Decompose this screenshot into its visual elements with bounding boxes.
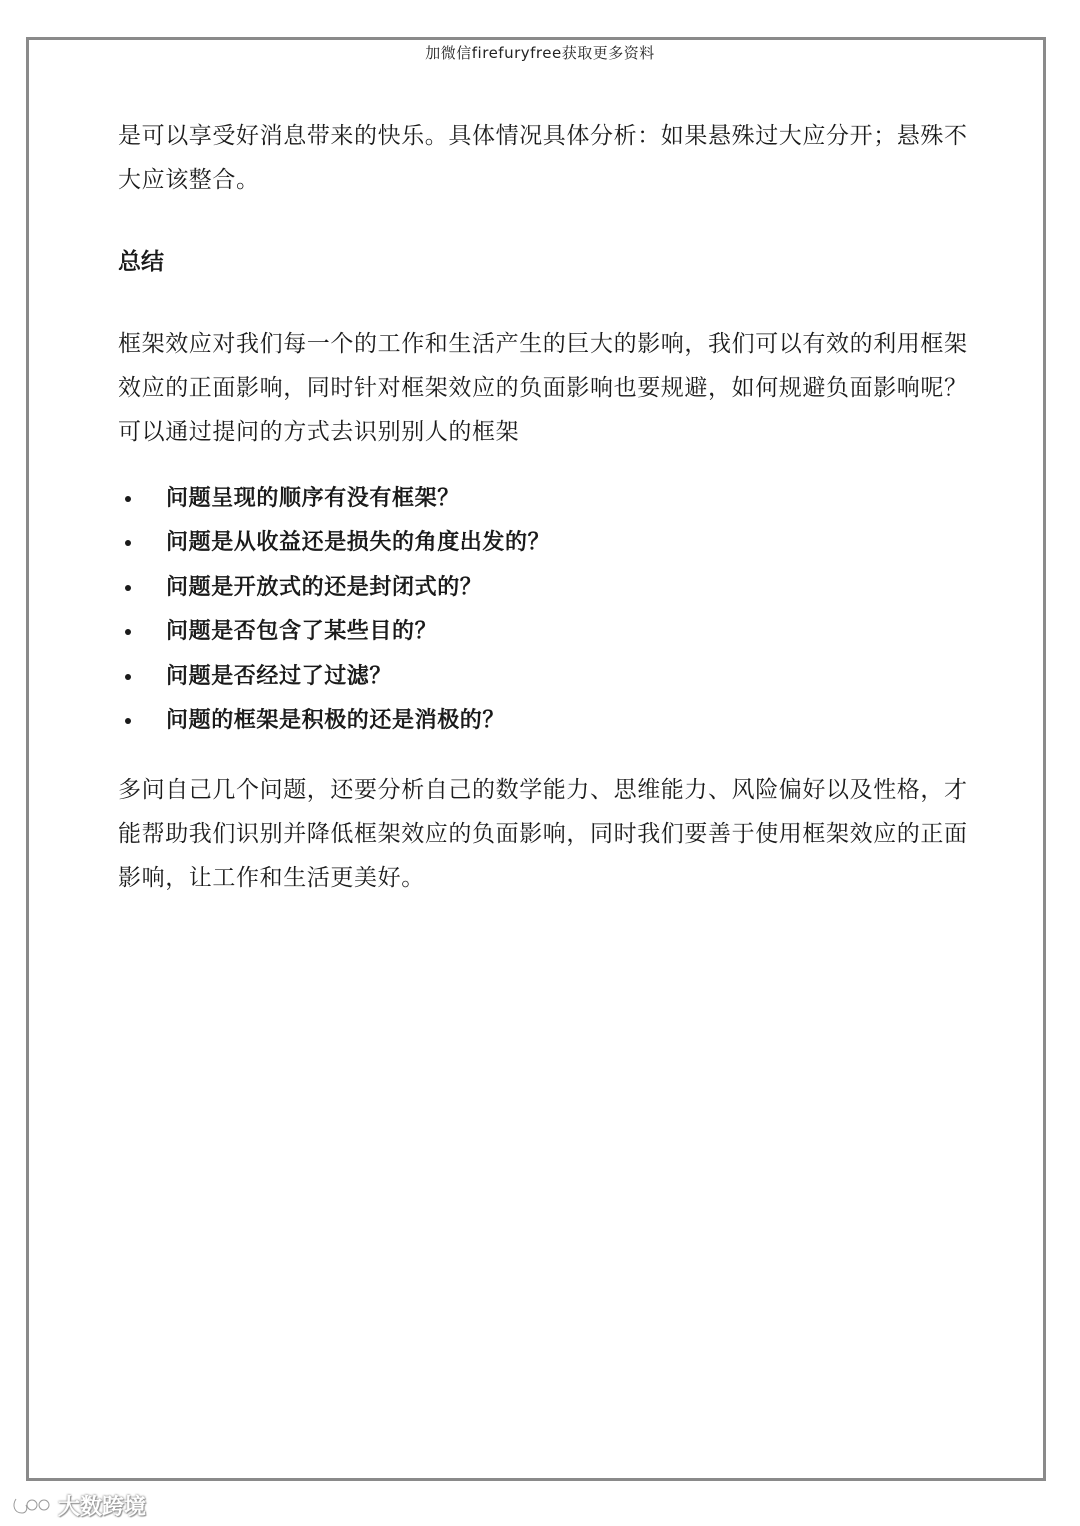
question-list [118, 476, 968, 742]
bullet-icon [125, 629, 131, 635]
list-item [118, 565, 968, 609]
list-item-text: 问题呈现的顺序有没有框架？ [166, 485, 460, 511]
list-item-text: 问题的框架是积极的还是消极的？ [166, 707, 506, 734]
bullet-icon [125, 496, 131, 502]
list-item [118, 609, 968, 653]
header-note: 加微信firefuryfree获取更多资料 [425, 44, 655, 62]
summary-paragraph: 框架效应对我们每一个的工作和生活产生的巨大的影响，我们可以有效的利用框架效应的正面影响，同时针对框架效应的负面影响也要规避，如何规避负面影响呢？可以通过提问的方式去识别别人的框架 [118, 331, 968, 445]
list-item-text: 问题是开放式的还是封闭式的？ [166, 573, 483, 600]
list-item [118, 520, 968, 564]
brand-logo-icon [10, 1491, 54, 1519]
closing-paragraph: 多问自己几个问题，还要分析自己的数学能力、思维能力、风险偏好以及性格，才能帮助我们识别并降低框架效应的负面影响，同时我们要善于使用框架效应的正面影响，让工作和生活更美好。 [118, 777, 968, 892]
document-body [118, 114, 968, 900]
list-item [118, 476, 968, 520]
watermark-text: 大数跨境 [58, 1494, 147, 1520]
bullet-icon [125, 540, 131, 546]
bullet-icon [125, 674, 131, 680]
list-item-text: 问题是从收益还是损失的角度出发的？ [166, 529, 551, 556]
list-item [118, 698, 968, 742]
bullet-icon [125, 718, 131, 724]
bullet-icon [125, 585, 131, 591]
intro-paragraph: 是可以享受好消息带来的快乐。具体情况具体分析：如果悬殊过大应分开；悬殊不大应该整合。 [118, 123, 968, 193]
watermark [10, 1489, 146, 1521]
list-item-text: 问题是否经过了过滤？ [166, 662, 393, 689]
list-item-text: 问题是否包含了某些目的？ [166, 618, 438, 645]
list-item [118, 654, 968, 698]
section-title: 总结 [118, 249, 164, 275]
